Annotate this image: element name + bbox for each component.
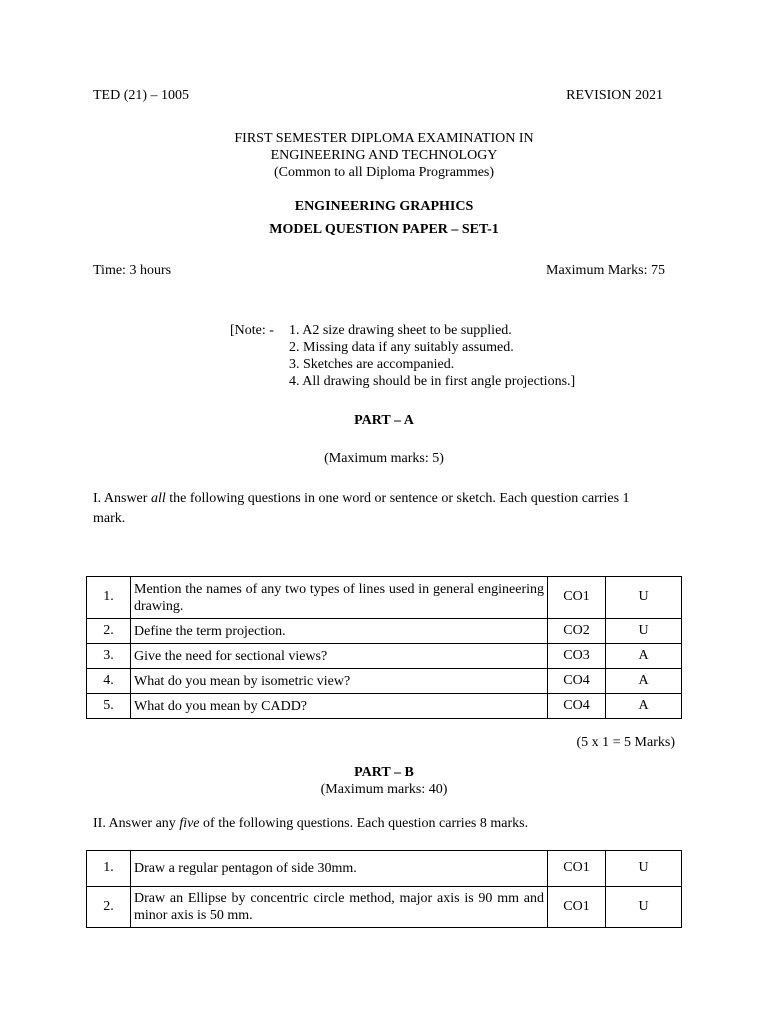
part-b-heading: PART – B xyxy=(354,765,414,780)
table-row xyxy=(87,887,682,928)
part-a-max-marks: (Maximum marks: 5) xyxy=(324,451,444,466)
question-number: 3. xyxy=(87,644,131,669)
note-lead: [Note: - xyxy=(230,323,274,338)
table-row xyxy=(87,669,682,694)
question-text: Draw an Ellipse by concentric circle method, major axis is 90 mm and minor axis is 50 mm. xyxy=(131,887,548,928)
emphasis: all xyxy=(150,491,166,506)
course-outcome: CO2 xyxy=(548,619,606,644)
part-b-max-marks: (Maximum marks: 40) xyxy=(320,782,448,797)
question-number: 2. xyxy=(87,887,131,928)
cognitive-level: U xyxy=(606,851,682,887)
question-text: What do you mean by CADD? xyxy=(131,694,548,719)
time-label: Time: 3 hours xyxy=(93,263,172,278)
note-item: 2. Missing data if any suitably assumed. xyxy=(289,340,514,355)
max-marks-label: Maximum Marks: 75 xyxy=(546,263,665,278)
table-row xyxy=(87,851,682,887)
question-number: 4. xyxy=(87,669,131,694)
question-number: 5. xyxy=(87,694,131,719)
cognitive-level: U xyxy=(606,887,682,928)
exam-title-line2: ENGINEERING AND TECHNOLOGY xyxy=(270,148,498,163)
part-b-table xyxy=(86,850,682,928)
part-a-heading: PART – A xyxy=(354,413,414,428)
table-row xyxy=(87,577,682,619)
question-text: Define the term projection. xyxy=(131,619,548,644)
course-outcome: CO1 xyxy=(548,851,606,887)
question-number: 1. xyxy=(87,577,131,619)
table-row xyxy=(87,619,682,644)
course-outcome: CO3 xyxy=(548,644,606,669)
cognitive-level: U xyxy=(606,577,682,619)
cognitive-level: A xyxy=(606,644,682,669)
table-row xyxy=(87,644,682,669)
question-text: What do you mean by isometric view? xyxy=(131,669,548,694)
note-item: 1. A2 size drawing sheet to be supplied. xyxy=(289,323,512,338)
note-item: 4. All drawing should be in first angle projections.] xyxy=(289,374,576,389)
table-row xyxy=(87,694,682,719)
cognitive-level: A xyxy=(606,669,682,694)
course-outcome: CO4 xyxy=(548,669,606,694)
revision-label: REVISION 2021 xyxy=(566,88,663,103)
part-a-marks-summary: (5 x 1 = 5 Marks) xyxy=(576,735,675,750)
exam-title-line1: FIRST SEMESTER DIPLOMA EXAMINATION IN xyxy=(234,131,534,146)
course-outcome: CO4 xyxy=(548,694,606,719)
subject-title: ENGINEERING GRAPHICS xyxy=(294,199,474,214)
cognitive-level: U xyxy=(606,619,682,644)
paper-title: MODEL QUESTION PAPER – SET-1 xyxy=(269,222,499,237)
question-text: Give the need for sectional views? xyxy=(131,644,548,669)
cognitive-level: A xyxy=(606,694,682,719)
part-b-instructions: II. Answer any five of the following questions. Each question carries 8 marks. xyxy=(93,816,529,831)
part-a-table xyxy=(86,576,682,719)
emphasis: five xyxy=(179,816,200,831)
note-block xyxy=(230,322,575,390)
exam-title-line3: (Common to all Diploma Programmes) xyxy=(273,165,495,180)
question-text: Draw a regular pentagon of side 30mm. xyxy=(131,851,548,887)
course-outcome: CO1 xyxy=(548,577,606,619)
paper-code: TED (21) – 1005 xyxy=(93,88,190,103)
question-number: 2. xyxy=(87,619,131,644)
note-item: 3. Sketches are accompanied. xyxy=(289,357,455,372)
course-outcome: CO1 xyxy=(548,887,606,928)
question-number: 1. xyxy=(87,851,131,887)
question-text: Mention the names of any two types of lines used in general engineering drawing. xyxy=(131,577,548,619)
part-a-instructions: I. Answer all the following questions in one word or sentence or sketch. Each question carries 1 mark. xyxy=(93,491,630,526)
